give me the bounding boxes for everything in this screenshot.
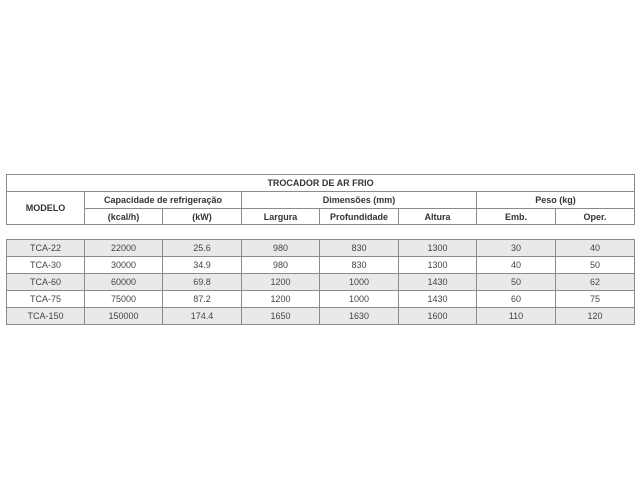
table-title: TROCADOR DE AR FRIO [7, 175, 635, 192]
header-oper: Oper. [556, 209, 635, 225]
cell-largura: 980 [242, 240, 320, 257]
cell-kw: 87.2 [163, 291, 242, 308]
cell-oper: 62 [556, 274, 635, 291]
cell-oper: 75 [556, 291, 635, 308]
header-modelo: MODELO [7, 192, 85, 225]
cell-profundidade: 830 [320, 240, 399, 257]
cell-largura: 1650 [242, 308, 320, 325]
cell-kcal: 75000 [85, 291, 163, 308]
cell-altura: 1430 [399, 274, 477, 291]
cell-oper: 120 [556, 308, 635, 325]
cell-profundidade: 1000 [320, 291, 399, 308]
cell-profundidade: 830 [320, 257, 399, 274]
spec-table-container [6, 174, 634, 325]
cell-kw: 174.4 [163, 308, 242, 325]
cell-altura: 1300 [399, 240, 477, 257]
cell-profundidade: 1630 [320, 308, 399, 325]
cell-largura: 1200 [242, 274, 320, 291]
cell-modelo: TCA-22 [7, 240, 85, 257]
cell-oper: 50 [556, 257, 635, 274]
cell-emb: 30 [477, 240, 556, 257]
cell-emb: 110 [477, 308, 556, 325]
cell-kw: 34.9 [163, 257, 242, 274]
cell-emb: 50 [477, 274, 556, 291]
header-kcal: (kcal/h) [85, 209, 163, 225]
cell-kcal: 150000 [85, 308, 163, 325]
cell-altura: 1300 [399, 257, 477, 274]
table-body [7, 240, 635, 325]
header-altura: Altura [399, 209, 477, 225]
cell-modelo: TCA-75 [7, 291, 85, 308]
cell-emb: 40 [477, 257, 556, 274]
cell-kw: 69.8 [163, 274, 242, 291]
table-row [7, 257, 635, 274]
table-row [7, 240, 635, 257]
spec-table [6, 174, 635, 325]
cell-kcal: 22000 [85, 240, 163, 257]
header-emb: Emb. [477, 209, 556, 225]
header-largura: Largura [242, 209, 320, 225]
cell-modelo: TCA-30 [7, 257, 85, 274]
table-row [7, 308, 635, 325]
cell-kcal: 60000 [85, 274, 163, 291]
cell-largura: 980 [242, 257, 320, 274]
table-spacer [7, 225, 635, 240]
cell-kw: 25.6 [163, 240, 242, 257]
cell-altura: 1600 [399, 308, 477, 325]
cell-modelo: TCA-150 [7, 308, 85, 325]
header-capacidade: Capacidade de refrigeração [85, 192, 242, 209]
cell-oper: 40 [556, 240, 635, 257]
table-row [7, 274, 635, 291]
cell-largura: 1200 [242, 291, 320, 308]
cell-kcal: 30000 [85, 257, 163, 274]
cell-modelo: TCA-60 [7, 274, 85, 291]
header-peso: Peso (kg) [477, 192, 635, 209]
header-dimensoes: Dimensões (mm) [242, 192, 477, 209]
header-kw: (kW) [163, 209, 242, 225]
cell-altura: 1430 [399, 291, 477, 308]
cell-emb: 60 [477, 291, 556, 308]
table-row [7, 291, 635, 308]
header-profundidade: Profundidade [320, 209, 399, 225]
cell-profundidade: 1000 [320, 274, 399, 291]
